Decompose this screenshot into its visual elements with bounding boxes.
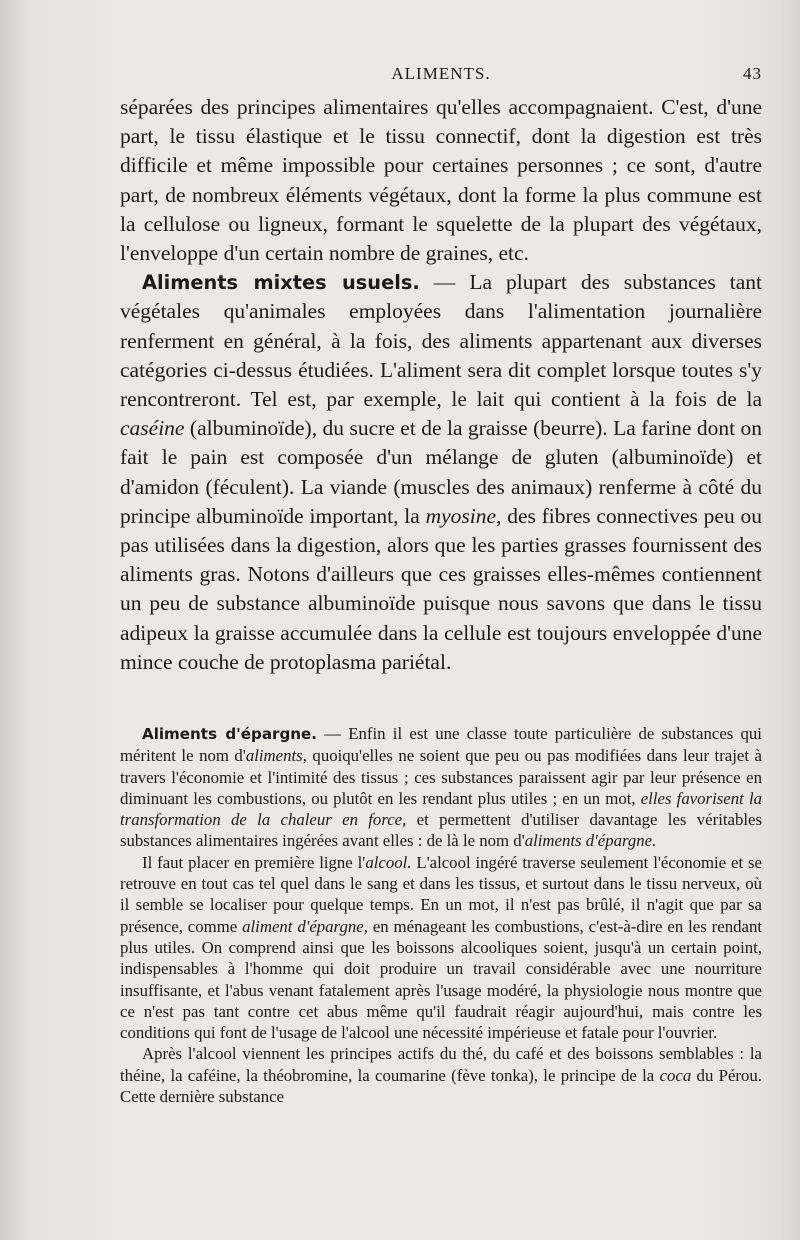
section-heading: Aliments d'épargne. [142,725,318,743]
paragraph-alcool: Il faut placer en première ligne l'alcool. L'alcool ingéré traverse seulement l'économie et se retrouve en tout cas tel quel dans le sang et dans les tissus, et surtout dans le tissu nerveux, où il semble se localiser pour quelque temps. En un mot, il n'est pas brûlé, il n'agit que par sa présence, comme aliment d'épargne, en ménageant les combustions, c'est-à-dire en les rendant plus utiles. On comprend ainsi que les boissons alcooliques soient, jusqu'à un certain point, indispensables à l'homme qui doit produire un travail considérable avec une nourriture insuffisante, et l'abus venant fatalement après l'usage modéré, la physiologie nous montre que ce n'est pas tant contre cet abus même qu'il faudrait réagir aujourd'hui, mais contre les conditions qui font de l'usage de l'alcool une nécessité impérieuse et fatale pour l'ouvrier. [120,852,762,1043]
running-title: ALIMENTS. [391,64,491,83]
section-heading: Aliments mixtes usuels. [142,271,420,295]
paragraph-the-cafe: Après l'alcool viennent les principes actifs du thé, du café et des boissons semblables : la théine, la caféine, la théobromine, la coumarine (fève tonka), le principe de la coca du Pérou. Cette dernière substance [120,1044,762,1107]
running-head [120,64,762,88]
page-number: 43 [743,64,762,83]
paragraph-aliments-epargne: Aliments d'épargne. — Enfin il est une classe toute particulière de substances qui méritent le nom d'aliments, quoiqu'elles ne soient que peu ou pas modifiées dans leur trajet à travers l'économie et l'intimité des tissus ; ces substances paraissent agir par leur présence en diminuant les combustions, ou plutôt en les rendant plus utiles ; en un mot, elles favorisent la transformation de la chaleur en force, et permettent d'utiliser davantage les véritables substances alimentaires ingérées avant elles : de là le nom d'aliments d'épargne. [120,724,762,851]
paragraph-continuation: séparées des principes alimentaires qu'elles accompagnaient. C'est, d'une part, le tissu élastique et le tissu connectif, dont la digestion est très difficile et même impossible pour certaines personnes ; ce sont, d'autre part, de nombreux éléments végétaux, dont la forme la plus commune est la cellulose ou ligneux, formant le squelette de la plupart des végétaux, l'enveloppe d'un certain nombre de graines, etc. [120,95,762,266]
paragraph-aliments-mixtes: Aliments mixtes usuels. — La plupart des substances tant végétales qu'animales employées dans l'alimentation journalière renferment en général, à la fois, des aliments appartenant aux diverses catégories ci-dessus étudiées. L'aliment sera dit complet lorsque toutes s'y rencontreront. Tel est, par exemple, le lait qui contient à la fois de la caséine (albuminoïde), du sucre et de la graisse (beurre). La farine dont on fait le pain est composée d'un mélange de gluten (albuminoïde) et d'amidon (féculent). La viande (muscles des animaux) renferme à côté du principe albuminoïde important, la myosine, des fibres connectives peu ou pas utilisées dans la digestion, alors que les parties grasses fournissent des aliments gras. Notons d'ailleurs que ces graisses elles-mêmes contiennent un peu de substance albuminoïde puisque nous savons que dans le tissu adipeux la graisse accumulée dans la cellule est toujours enveloppée d'une mince couche de protoplasma pariétal. [120,270,762,674]
main-text [120,93,762,677]
small-text [120,723,762,1107]
